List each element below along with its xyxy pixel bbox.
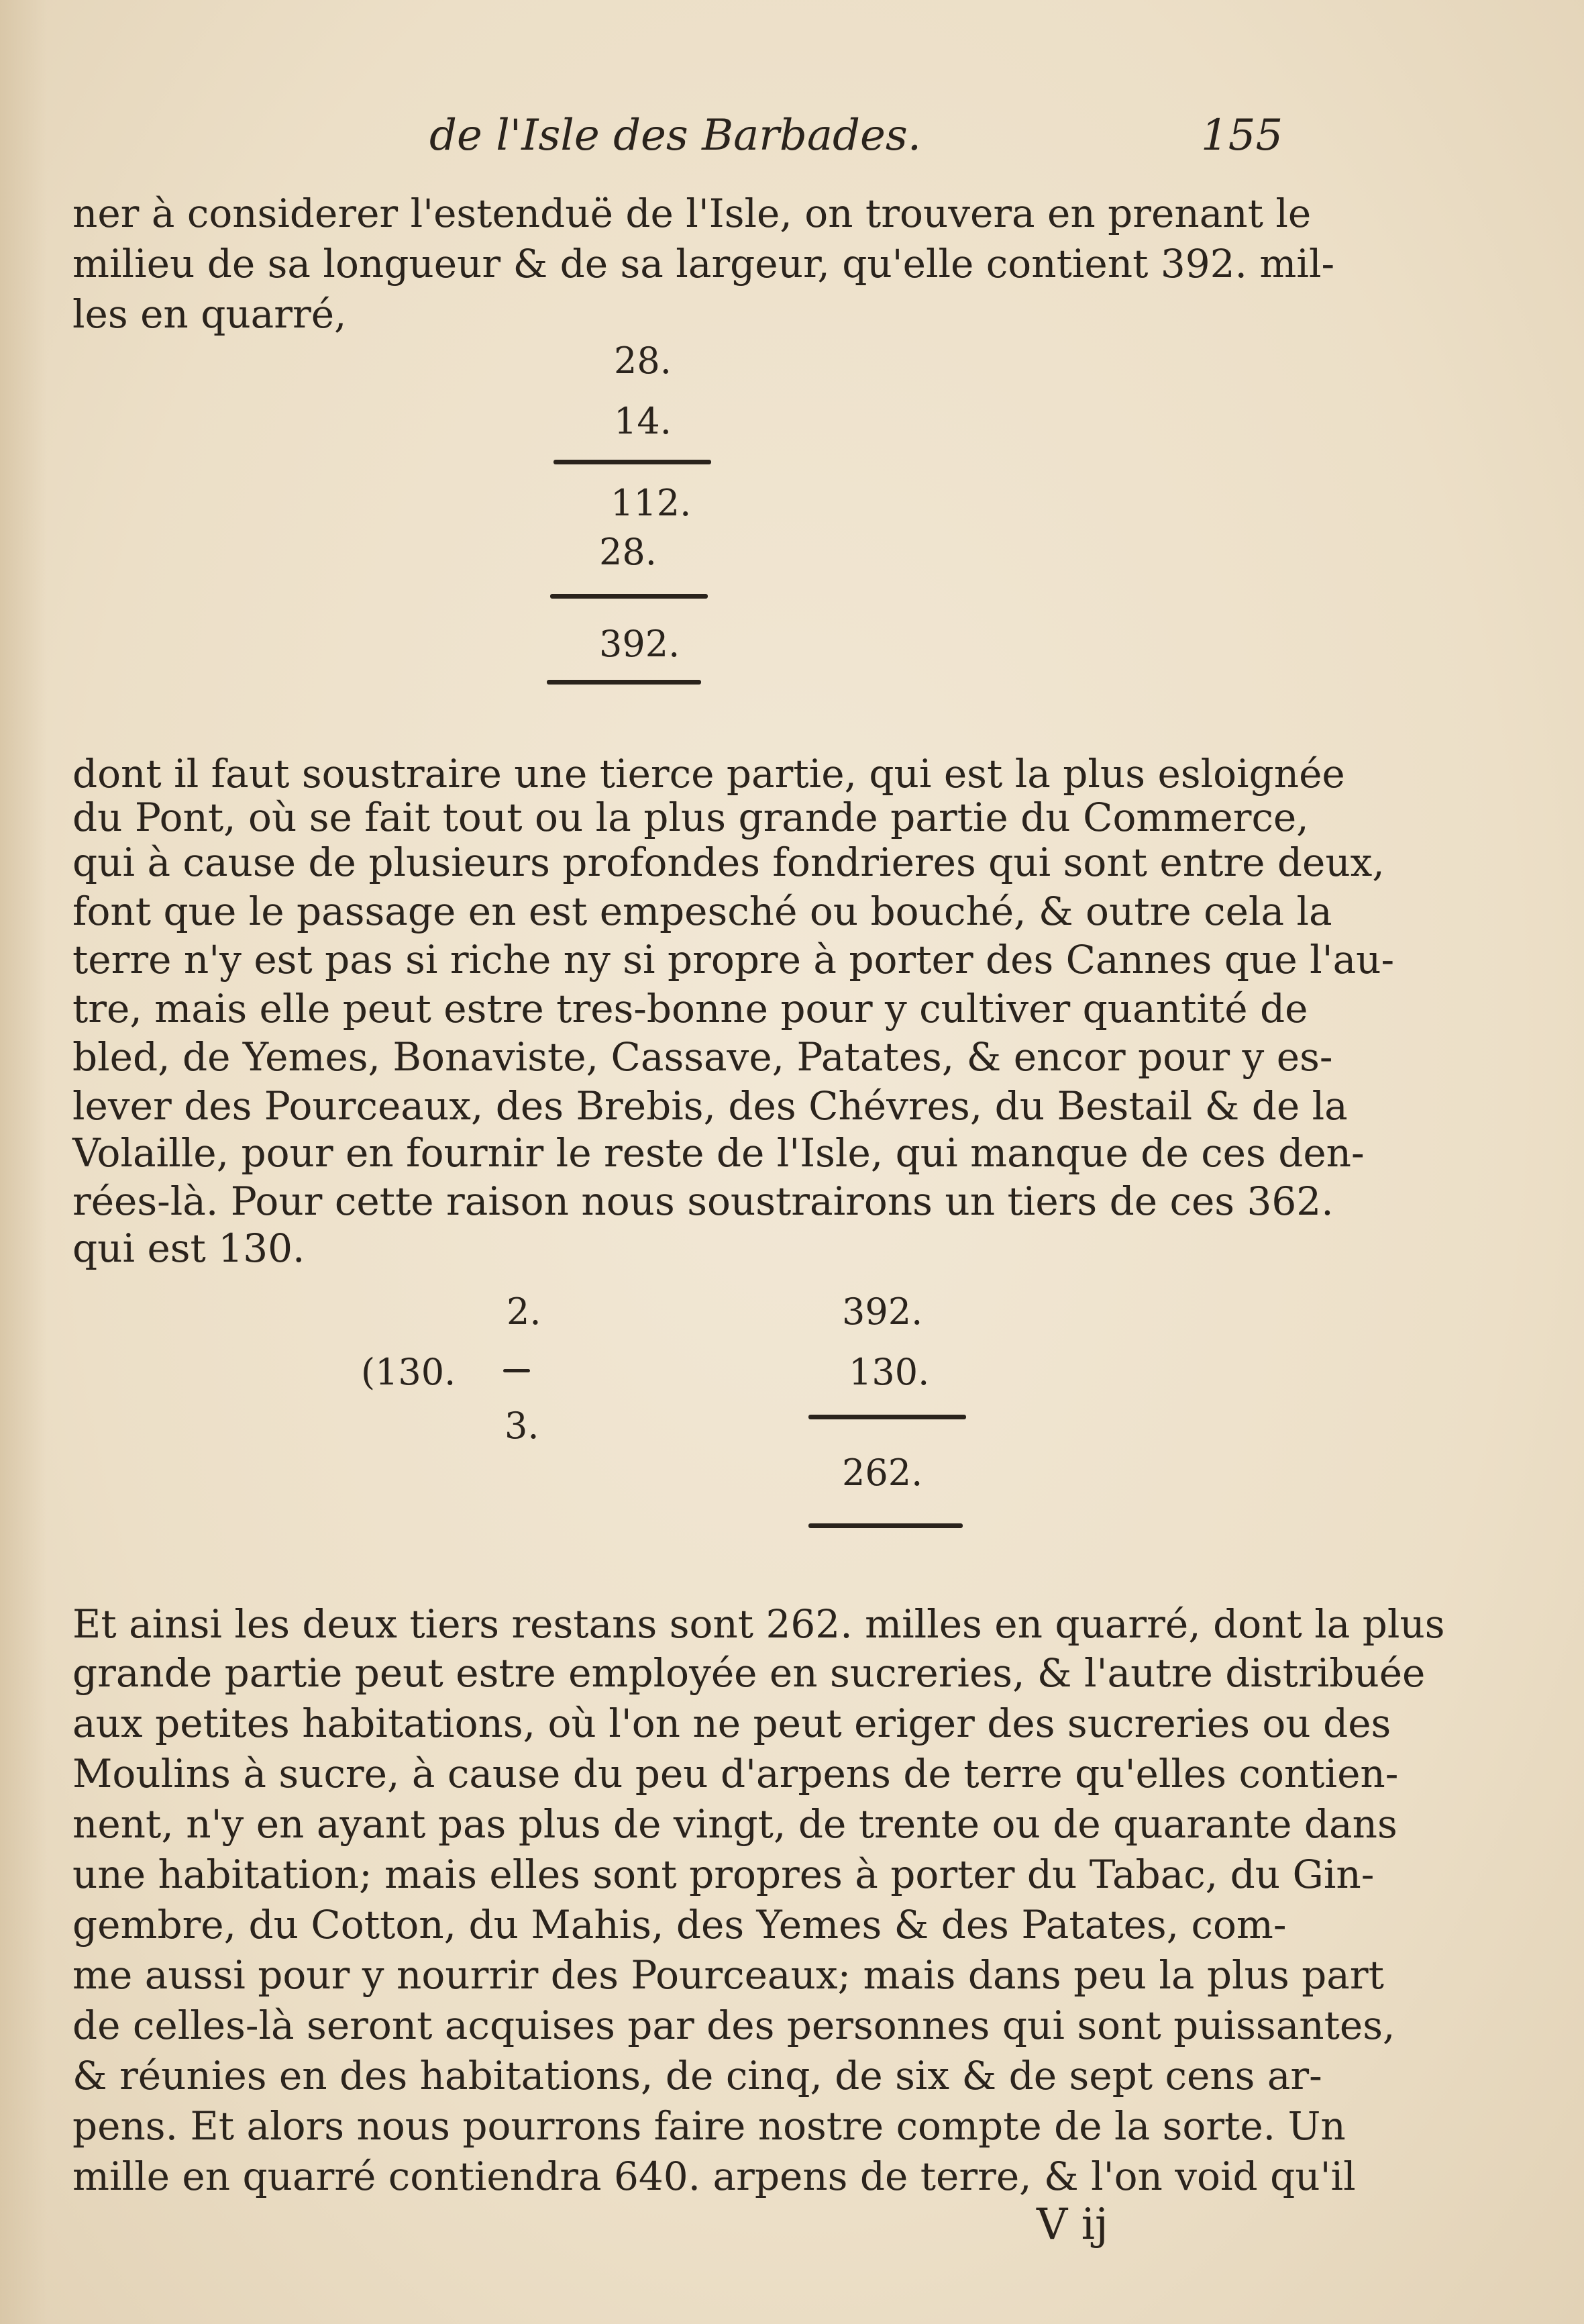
calc-rule bbox=[547, 680, 701, 685]
text-line: une habitation; mais elles sont propres à porter du Tabac, du Gin- bbox=[72, 1852, 1375, 1897]
text-line: me aussi pour y nourrir des Pourceaux; mais dans peu la plus part bbox=[72, 1952, 1384, 1998]
text-line: pens. Et alors nous pourrons faire nostre compte de la sorte. Un bbox=[72, 2103, 1346, 2149]
calc-multiplier: 14. bbox=[614, 400, 672, 442]
text-line: tre, mais elle peut estre tres-bonne pour y cultiver quantité de bbox=[72, 986, 1308, 1031]
calc-rule bbox=[808, 1415, 966, 1419]
text-line: nent, n'y en ayant pas plus de vingt, de trente ou de quarante dans bbox=[72, 1801, 1397, 1847]
text-line: grande partie peut estre employée en sucreries, & l'autre distribuée bbox=[72, 1650, 1426, 1696]
calc-rule bbox=[553, 460, 711, 464]
text-line: & réunies en des habitations, de cinq, de six & de sept cens ar- bbox=[72, 2053, 1322, 2099]
calc-subtrahend: 130. bbox=[849, 1351, 930, 1393]
calc-product: 392. bbox=[599, 623, 680, 665]
page-gutter-shadow bbox=[0, 0, 47, 2324]
text-line: gembre, du Cotton, du Mahis, des Yemes & des Patates, com- bbox=[72, 1902, 1287, 1948]
text-line: Volaille, pour en fournir le reste de l'Isle, qui manque de ces den- bbox=[72, 1130, 1365, 1176]
text-line: terre n'y est pas si riche ny si propre à porter des Cannes que l'au- bbox=[72, 937, 1395, 982]
fraction-value: (130. bbox=[361, 1351, 456, 1393]
text-line: qui à cause de plusieurs profondes fondrieres qui sont entre deux, bbox=[72, 840, 1385, 885]
signature-mark: V ij bbox=[1037, 2200, 1108, 2250]
calc-rule bbox=[550, 594, 708, 599]
text-line: ner à considerer l'estenduë de l'Isle, on trouvera en prenant le bbox=[72, 191, 1312, 236]
text-line: rées-là. Pour cette raison nous soustrairons un tiers de ces 362. bbox=[72, 1178, 1334, 1224]
text-line: lever des Pourceaux, des Brebis, des Chévres, du Bestail & de la bbox=[72, 1083, 1348, 1129]
text-line: dont il faut soustraire une tierce partie, qui est la plus esloignée bbox=[72, 751, 1345, 797]
text-line: Moulins à sucre, à cause du peu d'arpens de terre qu'elles contien- bbox=[72, 1751, 1399, 1797]
running-title: de l'Isle des Barbades. bbox=[429, 111, 922, 160]
text-line: mille en quarré contiendra 640. arpens de terre, & l'on void qu'il bbox=[72, 2154, 1356, 2199]
calc-partial-1: 112. bbox=[611, 482, 692, 524]
calc-rule bbox=[808, 1523, 963, 1528]
text-line: aux petites habitations, où l'on ne peut eriger des sucreries ou des bbox=[72, 1701, 1391, 1746]
text-line: font que le passage en est empesché ou bouché, & outre cela la bbox=[72, 889, 1332, 934]
text-line: qui est 130. bbox=[72, 1225, 305, 1271]
fraction-numerator: 2. bbox=[507, 1291, 541, 1333]
fraction-bar bbox=[503, 1369, 530, 1372]
calc-minuend: 392. bbox=[842, 1291, 923, 1333]
page-number: 155 bbox=[1201, 111, 1283, 160]
text-line: Et ainsi les deux tiers restans sont 262. milles en quarré, dont la plus bbox=[72, 1601, 1445, 1647]
text-line: milieu de sa longueur & de sa largeur, qu'elle contient 392. mil- bbox=[72, 241, 1335, 287]
text-line: les en quarré, bbox=[72, 291, 347, 337]
text-line: de celles-là seront acquises par des personnes qui sont puissantes, bbox=[72, 2003, 1395, 2048]
text-line: du Pont, où se fait tout ou la plus grande partie du Commerce, bbox=[72, 795, 1309, 840]
calc-partial-2: 28. bbox=[599, 531, 657, 573]
calc-difference: 262. bbox=[842, 1452, 923, 1494]
text-line: bled, de Yemes, Bonaviste, Cassave, Patates, & encor pour y es- bbox=[72, 1034, 1333, 1080]
fraction-denominator: 3. bbox=[505, 1405, 539, 1447]
calc-multiplicand: 28. bbox=[614, 340, 672, 382]
